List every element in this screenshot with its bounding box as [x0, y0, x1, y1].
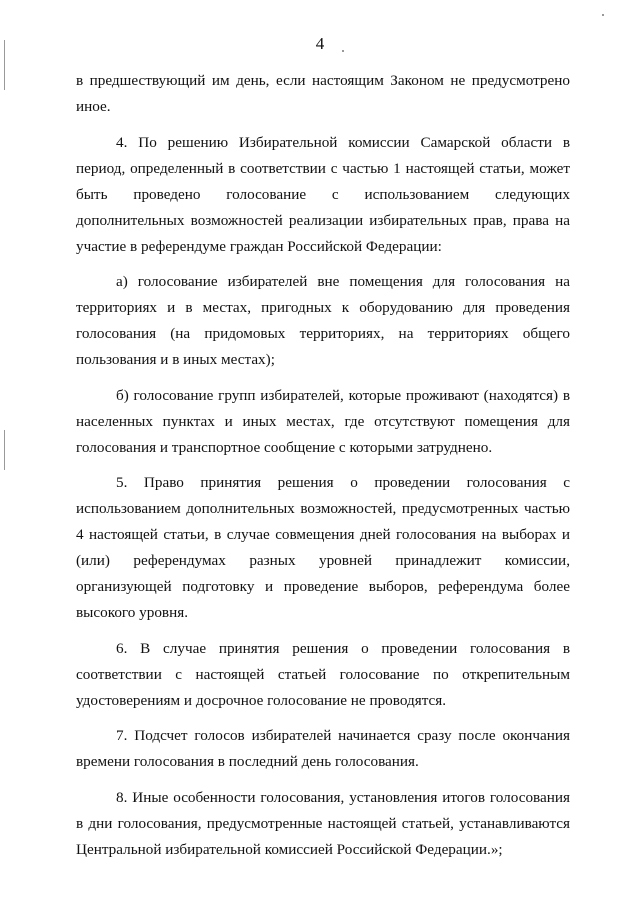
- scan-edge-mark: [4, 430, 5, 470]
- paragraph-4a: а) голосование избирателей вне помещения для голосования на территориях и в местах, пригодных к оборудованию для проведения голосования (на придомовых территориях, на территориях общего пользования и в иных местах);: [76, 273, 570, 368]
- paragraph-continuation: в предшествующий им день, если настоящим Законом не предусмотрено иное.: [76, 72, 570, 115]
- paragraph-7: 7. Подсчет голосов избирателей начинается сразу после окончания времени голосования в последний день голосования.: [76, 727, 570, 770]
- paragraph-5: 5. Право принятия решения о проведении голосования с использованием дополнительных возможностей, предусмотренных частью 4 настоящей статьи, в случае совмещения дней голосования на выборах и (или) референдумах разных уровней принадлежит комиссии, организующей подготовку и проведение выборов, референдума более высокого уровня.: [76, 474, 570, 621]
- document-body: [76, 68, 570, 863]
- paragraph-4b: б) голосование групп избирателей, которые проживают (находятся) в населенных пунктах и иных местах, где отсутствуют помещения для голосования и транспортное сообщение с которыми затруднено.: [76, 386, 570, 456]
- paragraph-6: 6. В случае принятия решения о проведении голосования в соответствии с настоящей статьей голосование по открепительным удостоверениям и досрочное голосование не проводятся.: [76, 639, 570, 709]
- paragraph-4: 4. По решению Избирательной комиссии Самарской области в период, определенный в соответствии с частью 1 настоящей статьи, может быть проведено голосование с использованием следующих дополнительных возможностей реализации избирательных прав, права на участие в референдуме граждан Российской Федерации:: [76, 133, 570, 255]
- scan-speck: [602, 14, 604, 16]
- page-number: 4: [315, 34, 325, 53]
- paragraph-8: 8. Иные особенности голосования, установления итогов голосования в дни голосования, предусмотренные настоящей статьей, устанавливаются Центральной избирательной комиссией Российской Федерации.»;: [76, 788, 570, 858]
